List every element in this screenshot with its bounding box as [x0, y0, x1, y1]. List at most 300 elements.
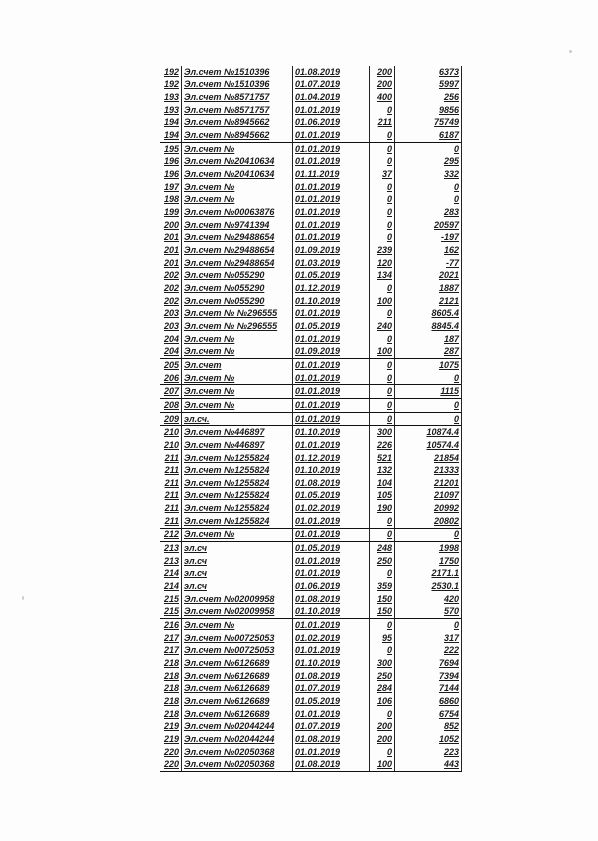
table-row [160, 320, 462, 333]
table-row [160, 477, 462, 490]
invoice-amount: 443 [395, 758, 462, 771]
table-row [160, 66, 462, 79]
invoice-date: 01.01.2019 [293, 129, 370, 142]
row-number: 202 [160, 282, 182, 295]
invoice-date: 01.10.2019 [293, 426, 370, 439]
invoice-amount: 7144 [395, 683, 462, 696]
invoice-amount: 0 [395, 181, 462, 194]
table-row [160, 657, 462, 670]
table-row [160, 464, 462, 477]
invoice-quantity: 0 [370, 219, 395, 232]
table-row [160, 758, 462, 771]
row-number: 192 [160, 79, 182, 92]
table-row [160, 142, 462, 155]
invoice-amount: 20992 [395, 502, 462, 515]
invoice-amount: 223 [395, 746, 462, 759]
table-row [160, 632, 462, 645]
invoice-description: Эл.счет № [182, 372, 293, 385]
invoice-amount: 1887 [395, 282, 462, 295]
invoice-description: эл.сч [182, 580, 293, 593]
invoice-description: Эл.счет №00725053 [182, 632, 293, 645]
invoice-date: 01.01.2019 [293, 708, 370, 721]
invoice-quantity: 0 [370, 333, 395, 346]
row-number: 212 [160, 528, 182, 542]
row-number: 199 [160, 206, 182, 219]
invoice-amount: 7394 [395, 670, 462, 683]
invoice-date: 01.01.2019 [293, 181, 370, 194]
invoice-amount: 9856 [395, 104, 462, 117]
invoice-description: Эл.счет №02044244 [182, 733, 293, 746]
table-row [160, 695, 462, 708]
invoice-description: Эл.счет №1255824 [182, 477, 293, 490]
invoice-description: Эл.счет №1255824 [182, 464, 293, 477]
invoice-amount: 10874.4 [395, 426, 462, 439]
invoice-description: эл.сч [182, 555, 293, 568]
invoice-amount: 287 [395, 345, 462, 358]
invoice-description: Эл.счет № №296555 [182, 320, 293, 333]
row-number: 211 [160, 502, 182, 515]
invoice-amount: -197 [395, 232, 462, 245]
invoice-date: 01.12.2019 [293, 282, 370, 295]
table-row [160, 168, 462, 181]
invoice-quantity: 521 [370, 452, 395, 465]
table-row [160, 129, 462, 142]
invoice-amount: 21201 [395, 477, 462, 490]
invoice-quantity: 120 [370, 257, 395, 270]
table-row [160, 333, 462, 346]
invoice-quantity: 250 [370, 670, 395, 683]
invoice-quantity: 0 [370, 619, 395, 632]
invoice-quantity: 239 [370, 244, 395, 257]
invoice-amount: 0 [395, 142, 462, 155]
invoice-description: Эл.счет №1255824 [182, 515, 293, 528]
invoice-amount: 6373 [395, 66, 462, 79]
table-row [160, 515, 462, 528]
invoice-date: 01.01.2019 [293, 399, 370, 413]
invoice-table-body [160, 66, 462, 772]
invoice-quantity: 100 [370, 295, 395, 308]
row-number: 215 [160, 606, 182, 619]
invoice-description: Эл.счет №29488654 [182, 257, 293, 270]
invoice-amount: 1998 [395, 542, 462, 555]
invoice-amount: 8605.4 [395, 307, 462, 320]
table-row [160, 257, 462, 270]
row-number: 196 [160, 168, 182, 181]
invoice-amount: 7694 [395, 657, 462, 670]
table-row [160, 156, 462, 169]
invoice-amount: 5997 [395, 79, 462, 92]
table-row [160, 372, 462, 385]
invoice-date: 01.05.2019 [293, 490, 370, 503]
invoice-description: Эл.счет № [182, 194, 293, 207]
invoice-description: Эл.счет №29488654 [182, 232, 293, 245]
invoice-description: Эл.счет № [182, 528, 293, 542]
invoice-amount: -77 [395, 257, 462, 270]
row-number: 220 [160, 758, 182, 771]
invoice-quantity: 0 [370, 515, 395, 528]
invoice-date: 01.01.2019 [293, 194, 370, 207]
invoice-amount: 2121 [395, 295, 462, 308]
invoice-description: Эл.счет №8571757 [182, 104, 293, 117]
row-number: 211 [160, 515, 182, 528]
invoice-date: 01.09.2019 [293, 244, 370, 257]
row-number: 202 [160, 270, 182, 283]
row-number: 207 [160, 385, 182, 399]
row-number: 195 [160, 142, 182, 155]
invoice-description: Эл.счет №02044244 [182, 720, 293, 733]
invoice-date: 01.01.2019 [293, 515, 370, 528]
invoice-amount: 1075 [395, 359, 462, 372]
invoice-quantity: 37 [370, 168, 395, 181]
invoice-quantity: 0 [370, 399, 395, 413]
invoice-quantity: 0 [370, 708, 395, 721]
invoice-amount: 1750 [395, 555, 462, 568]
invoice-amount: 0 [395, 194, 462, 207]
invoice-date: 01.01.2019 [293, 645, 370, 658]
row-number: 217 [160, 645, 182, 658]
invoice-amount: 8845.4 [395, 320, 462, 333]
table-row [160, 194, 462, 207]
invoice-date: 01.06.2019 [293, 117, 370, 130]
row-number: 197 [160, 181, 182, 194]
row-number: 217 [160, 632, 182, 645]
invoice-amount: 6187 [395, 129, 462, 142]
table-row [160, 733, 462, 746]
invoice-description: Эл.счет №055290 [182, 270, 293, 283]
table-row [160, 555, 462, 568]
row-number: 205 [160, 359, 182, 372]
row-number: 193 [160, 104, 182, 117]
row-number: 210 [160, 426, 182, 439]
invoice-description: Эл.счет №02050368 [182, 746, 293, 759]
invoice-quantity: 240 [370, 320, 395, 333]
invoice-quantity: 0 [370, 282, 395, 295]
row-number: 219 [160, 720, 182, 733]
table-row [160, 439, 462, 452]
table-row [160, 295, 462, 308]
invoice-amount: 1052 [395, 733, 462, 746]
row-number: 198 [160, 194, 182, 207]
invoice-date: 01.10.2019 [293, 657, 370, 670]
table-row [160, 746, 462, 759]
row-number: 216 [160, 619, 182, 632]
invoice-description: Эл.счет №1255824 [182, 490, 293, 503]
invoice-date: 01.01.2019 [293, 372, 370, 385]
invoice-date: 01.10.2019 [293, 464, 370, 477]
invoice-quantity: 200 [370, 720, 395, 733]
row-number: 208 [160, 399, 182, 413]
row-number: 211 [160, 452, 182, 465]
invoice-description: Эл.счет № [182, 333, 293, 346]
table-row [160, 683, 462, 696]
invoice-amount: 420 [395, 593, 462, 606]
invoice-quantity: 0 [370, 372, 395, 385]
invoice-amount: 187 [395, 333, 462, 346]
table-row [160, 232, 462, 245]
row-number: 218 [160, 657, 182, 670]
invoice-amount: 0 [395, 399, 462, 413]
row-number: 211 [160, 464, 182, 477]
row-number: 213 [160, 542, 182, 555]
invoice-quantity: 0 [370, 568, 395, 581]
row-number: 218 [160, 708, 182, 721]
row-number: 213 [160, 555, 182, 568]
invoice-date: 01.01.2019 [293, 439, 370, 452]
invoice-date: 01.03.2019 [293, 257, 370, 270]
invoice-date: 01.05.2019 [293, 270, 370, 283]
row-number: 218 [160, 695, 182, 708]
invoice-amount: 10574.4 [395, 439, 462, 452]
invoice-quantity: 0 [370, 528, 395, 542]
invoice-date: 01.01.2019 [293, 219, 370, 232]
invoice-amount: 570 [395, 606, 462, 619]
row-number: 211 [160, 490, 182, 503]
invoice-quantity: 100 [370, 758, 395, 771]
invoice-date: 01.09.2019 [293, 345, 370, 358]
table-row [160, 502, 462, 515]
invoice-quantity: 200 [370, 79, 395, 92]
table-row [160, 385, 462, 399]
scan-speck [569, 50, 572, 53]
invoice-description: Эл.счет №29488654 [182, 244, 293, 257]
invoice-amount: 162 [395, 244, 462, 257]
invoice-date: 01.08.2019 [293, 670, 370, 683]
invoice-description: Эл.счет №9741394 [182, 219, 293, 232]
row-number: 192 [160, 66, 182, 79]
invoice-amount: 20802 [395, 515, 462, 528]
table-row [160, 593, 462, 606]
row-number: 202 [160, 295, 182, 308]
invoice-amount: 6860 [395, 695, 462, 708]
invoice-quantity: 150 [370, 593, 395, 606]
invoice-amount: 1115 [395, 385, 462, 399]
invoice-description: Эл.счет №8945662 [182, 117, 293, 130]
invoice-description: Эл.счет №6126689 [182, 708, 293, 721]
table-row [160, 219, 462, 232]
invoice-quantity: 105 [370, 490, 395, 503]
invoice-date: 01.08.2019 [293, 477, 370, 490]
table-row [160, 708, 462, 721]
table-row [160, 580, 462, 593]
invoice-table [160, 66, 462, 772]
invoice-date: 01.08.2019 [293, 758, 370, 771]
invoice-description: Эл.счет №055290 [182, 282, 293, 295]
row-number: 194 [160, 117, 182, 130]
invoice-description: Эл.счет №02009958 [182, 606, 293, 619]
invoice-quantity: 0 [370, 129, 395, 142]
invoice-date: 01.01.2019 [293, 156, 370, 169]
row-number: 214 [160, 580, 182, 593]
invoice-description: Эл.счет № [182, 619, 293, 632]
invoice-date: 01.08.2019 [293, 66, 370, 79]
invoice-amount: 852 [395, 720, 462, 733]
table-row [160, 270, 462, 283]
invoice-amount: 21333 [395, 464, 462, 477]
invoice-description: Эл.счет № [182, 345, 293, 358]
invoice-description: Эл.счет №055290 [182, 295, 293, 308]
invoice-description: Эл.счет №6126689 [182, 683, 293, 696]
invoice-quantity: 400 [370, 91, 395, 104]
invoice-description: эл.сч [182, 568, 293, 581]
row-number: 220 [160, 746, 182, 759]
invoice-amount: 21097 [395, 490, 462, 503]
invoice-amount: 0 [395, 619, 462, 632]
invoice-date: 01.01.2019 [293, 385, 370, 399]
invoice-quantity: 300 [370, 426, 395, 439]
table-row [160, 282, 462, 295]
invoice-description: Эл.счет №1255824 [182, 452, 293, 465]
invoice-date: 01.10.2019 [293, 606, 370, 619]
invoice-date: 01.10.2019 [293, 295, 370, 308]
invoice-description: Эл.счет №8571757 [182, 91, 293, 104]
invoice-quantity: 0 [370, 412, 395, 426]
invoice-quantity: 0 [370, 385, 395, 399]
invoice-description: Эл.счет №1510396 [182, 79, 293, 92]
table-row [160, 345, 462, 358]
invoice-quantity: 211 [370, 117, 395, 130]
table-row [160, 117, 462, 130]
table-row [160, 206, 462, 219]
invoice-date: 01.08.2019 [293, 593, 370, 606]
invoice-quantity: 200 [370, 66, 395, 79]
table-row [160, 399, 462, 413]
invoice-amount: 283 [395, 206, 462, 219]
invoice-quantity: 0 [370, 645, 395, 658]
invoice-quantity: 0 [370, 206, 395, 219]
row-number: 203 [160, 307, 182, 320]
invoice-quantity: 0 [370, 156, 395, 169]
invoice-quantity: 0 [370, 746, 395, 759]
table-row [160, 568, 462, 581]
invoice-amount: 332 [395, 168, 462, 181]
invoice-date: 01.05.2019 [293, 695, 370, 708]
row-number: 209 [160, 412, 182, 426]
invoice-date: 01.06.2019 [293, 580, 370, 593]
table-row [160, 412, 462, 426]
table-row [160, 359, 462, 372]
invoice-quantity: 0 [370, 359, 395, 372]
invoice-amount: 0 [395, 412, 462, 426]
invoice-quantity: 0 [370, 307, 395, 320]
invoice-amount: 222 [395, 645, 462, 658]
invoice-description: эл.сч [182, 542, 293, 555]
invoice-description: Эл.счет №446897 [182, 426, 293, 439]
table-row [160, 181, 462, 194]
row-number: 214 [160, 568, 182, 581]
invoice-description: Эл.счет № [182, 181, 293, 194]
table-row [160, 670, 462, 683]
row-number: 211 [160, 477, 182, 490]
invoice-description: Эл.счет №1255824 [182, 502, 293, 515]
invoice-date: 01.02.2019 [293, 632, 370, 645]
row-number: 210 [160, 439, 182, 452]
invoice-quantity: 284 [370, 683, 395, 696]
invoice-description: Эл.счет №20410634 [182, 156, 293, 169]
invoice-amount: 20597 [395, 219, 462, 232]
invoice-description: Эл.счет [182, 359, 293, 372]
invoice-description: Эл.счет №6126689 [182, 670, 293, 683]
invoice-quantity: 0 [370, 104, 395, 117]
invoice-date: 01.11.2019 [293, 168, 370, 181]
invoice-date: 01.05.2019 [293, 320, 370, 333]
row-number: 200 [160, 219, 182, 232]
table-row [160, 452, 462, 465]
invoice-date: 01.04.2019 [293, 91, 370, 104]
invoice-quantity: 200 [370, 733, 395, 746]
table-row [160, 307, 462, 320]
invoice-quantity: 0 [370, 232, 395, 245]
table-row [160, 104, 462, 117]
invoice-description: Эл.счет №6126689 [182, 695, 293, 708]
invoice-quantity: 248 [370, 542, 395, 555]
invoice-amount: 6754 [395, 708, 462, 721]
invoice-amount: 0 [395, 528, 462, 542]
invoice-description: Эл.счет №02009958 [182, 593, 293, 606]
invoice-description: Эл.счет № №296555 [182, 307, 293, 320]
invoice-amount: 0 [395, 372, 462, 385]
row-number: 215 [160, 593, 182, 606]
invoice-quantity: 100 [370, 345, 395, 358]
table-row [160, 645, 462, 658]
table-row [160, 528, 462, 542]
invoice-quantity: 132 [370, 464, 395, 477]
invoice-date: 01.07.2019 [293, 720, 370, 733]
invoice-date: 01.12.2019 [293, 452, 370, 465]
invoice-amount: 2171.1 [395, 568, 462, 581]
invoice-description: Эл.счет №6126689 [182, 657, 293, 670]
invoice-description: эл.сч. [182, 412, 293, 426]
invoice-quantity: 226 [370, 439, 395, 452]
invoice-date: 01.01.2019 [293, 333, 370, 346]
row-number: 201 [160, 244, 182, 257]
row-number: 194 [160, 129, 182, 142]
invoice-quantity: 150 [370, 606, 395, 619]
invoice-amount: 256 [395, 91, 462, 104]
table-row [160, 619, 462, 632]
table-row [160, 490, 462, 503]
invoice-date: 01.01.2019 [293, 619, 370, 632]
invoice-description: Эл.счет № [182, 399, 293, 413]
table-row [160, 244, 462, 257]
invoice-quantity: 0 [370, 142, 395, 155]
invoice-description: Эл.счет № [182, 142, 293, 155]
invoice-description: Эл.счет №00063876 [182, 206, 293, 219]
invoice-date: 01.01.2019 [293, 307, 370, 320]
invoice-amount: 75749 [395, 117, 462, 130]
row-number: 218 [160, 670, 182, 683]
row-number: 206 [160, 372, 182, 385]
invoice-date: 01.01.2019 [293, 232, 370, 245]
invoice-date: 01.07.2019 [293, 683, 370, 696]
table-row [160, 91, 462, 104]
invoice-quantity: 190 [370, 502, 395, 515]
row-number: 201 [160, 232, 182, 245]
invoice-amount: 21854 [395, 452, 462, 465]
row-number: 204 [160, 333, 182, 346]
invoice-amount: 317 [395, 632, 462, 645]
invoice-date: 01.01.2019 [293, 142, 370, 155]
invoice-date: 01.07.2019 [293, 79, 370, 92]
invoice-quantity: 250 [370, 555, 395, 568]
invoice-date: 01.01.2019 [293, 412, 370, 426]
invoice-date: 01.01.2019 [293, 746, 370, 759]
invoice-description: Эл.счет №1510396 [182, 66, 293, 79]
invoice-quantity: 104 [370, 477, 395, 490]
invoice-date: 01.01.2019 [293, 359, 370, 372]
invoice-quantity: 300 [370, 657, 395, 670]
row-number: 203 [160, 320, 182, 333]
invoice-amount: 2021 [395, 270, 462, 283]
